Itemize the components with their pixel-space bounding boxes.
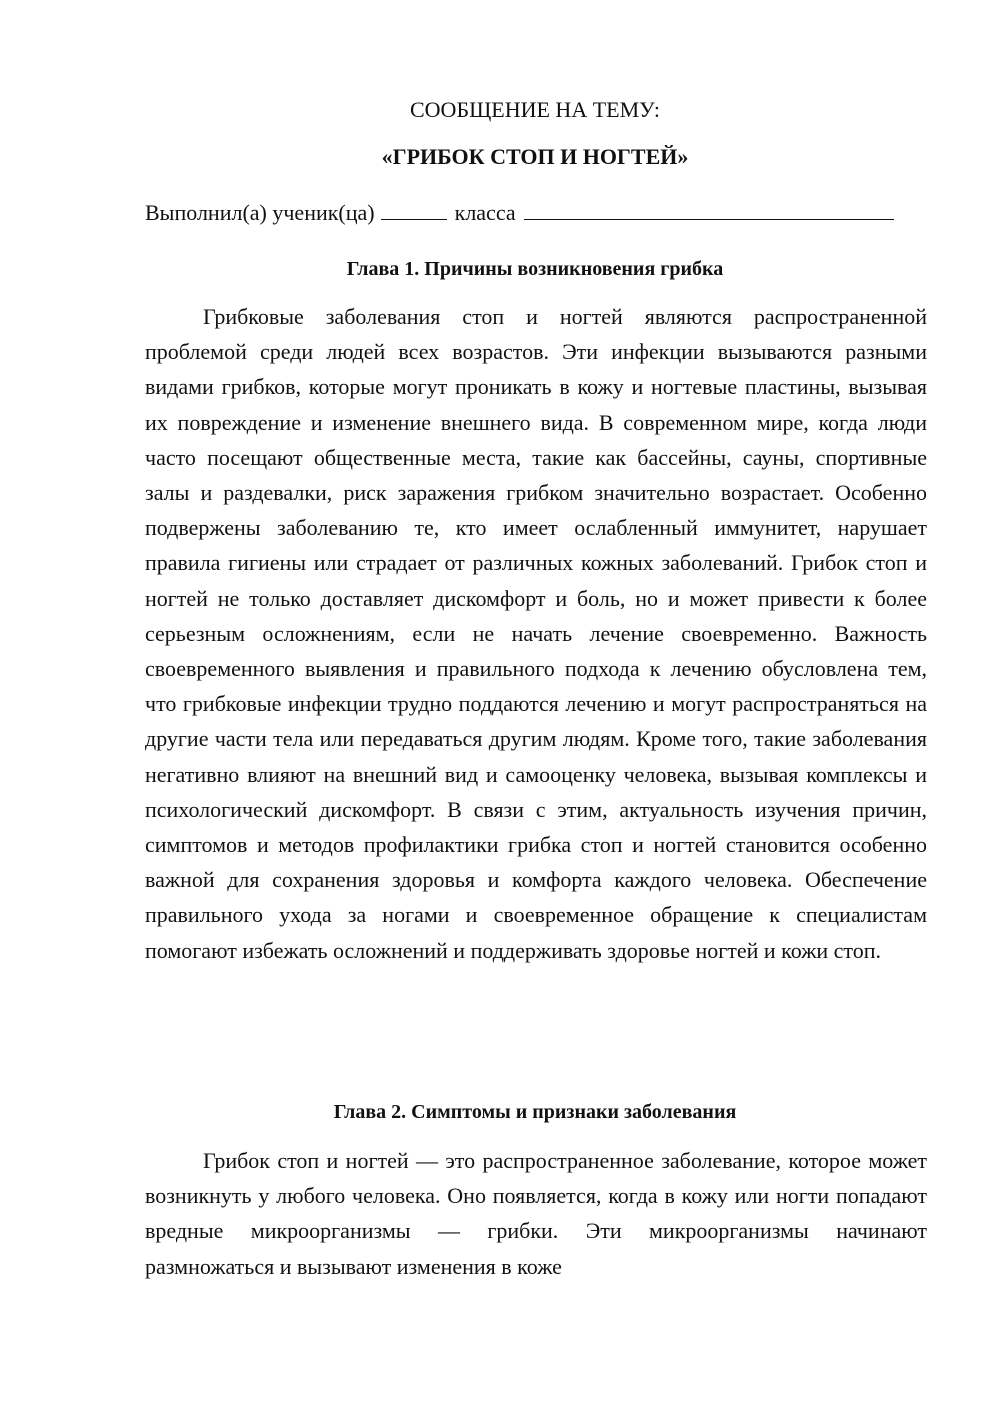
class-number-blank [381, 199, 447, 220]
chapter-1-paragraph: Грибковые заболевания стоп и ногтей являются распространенной проблемой среди людей всех возрастов. Эти инфекции вызываются разными видами грибков, которые могут проникать в кожу и ногтевые пластины, вызывая их повреждение и изменение внешнего вида. В современном мире, когда люди часто посещают общественные места, такие как бассейны, сауны, спортивные залы и раздевалки, риск заражения грибком значительно возрастает. Особенно подвержены заболеванию те, кто имеет ослабленный иммунитет, нарушает правила гигиены или страдает от различных кожных заболеваний. Грибок стоп и ногтей не только доставляет дискомфорт и боль, но и может привести к более серьезным осложнениям, если не начать лечение своевременно. Важность своевременного выявления и правильного подхода к лечению обусловлена тем, что грибковые инфекции трудно поддаются лечению и могут распространяться на другие части тела или передаваться другим людям. Кроме того, такие заболевания негативно влияют на внешний вид и самооценку человека, вызывая комплексы и психологический дискомфорт. В связи с этим, актуальность изучения причин, симптомов и методов профилактики грибка стоп и ногтей становится особенно важной для сохранения здоровья и комфорта каждого человека. Обеспечение правильного ухода за ногами и своевременное обращение к специалистам помогают избежать осложнений и поддерживать здоровье ногтей и кожи стоп. [145, 304, 927, 963]
chapter-2-paragraph: Грибок стоп и ногтей — это распространенное заболевание, которое может возникнуть у любого человека. Оно появляется, когда в кожу или ногти попадают вредные микроорганизмы — грибки. Эти микроорганизмы начинают размножаться и вызывают изменения в коже [145, 1148, 927, 1279]
chapter-2-title: Глава 2. Симптомы и признаки заболевания [333, 1101, 737, 1123]
author-class-word: класса [454, 200, 516, 225]
chapter-1-title: Глава 1. Причины возникновения грибка [346, 258, 724, 280]
author-line [145, 199, 935, 227]
student-name-blank [524, 199, 894, 220]
document-title-line-1: СООБЩЕНИЕ НА ТЕМУ: [410, 97, 660, 122]
document-title-topic: «ГРИБОК СТОП И НОГТЕЙ» [381, 144, 689, 169]
author-prefix: Выполнил(а) ученик(ца) [145, 200, 375, 225]
